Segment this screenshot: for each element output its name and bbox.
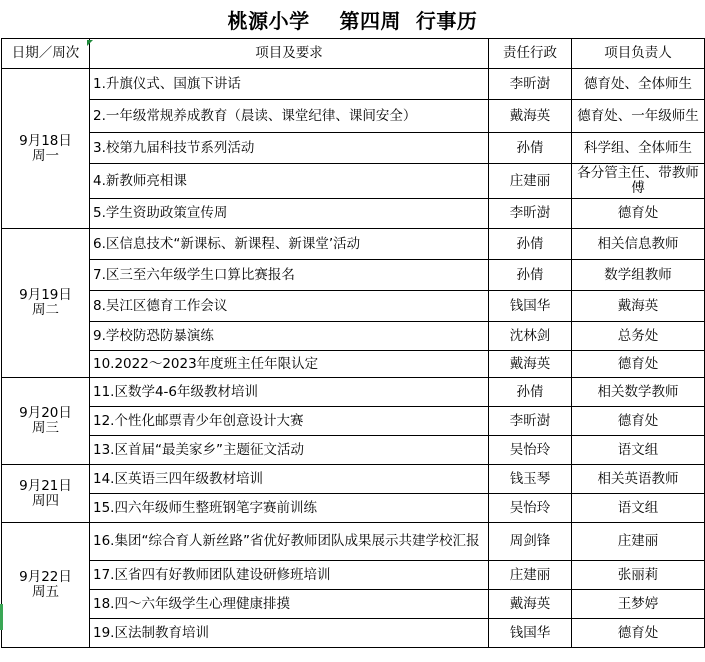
table-row <box>2 494 705 523</box>
weekday-label: 周二 <box>32 302 59 318</box>
table-row <box>2 69 705 100</box>
owner-cell: 各分管主任、带教师傅 <box>572 164 705 199</box>
admin-cell: 戴海英 <box>489 100 572 133</box>
owner-cell: 数学组教师 <box>572 260 705 291</box>
owner-cell: 德育处 <box>572 351 705 378</box>
weekday-label: 周一 <box>32 147 59 164</box>
admin-cell: 沈林剑 <box>489 322 572 351</box>
date-label: 9月19日 <box>19 287 72 303</box>
date-cell <box>2 69 90 229</box>
owner-cell: 王梦婷 <box>572 590 705 619</box>
table-row <box>2 523 705 561</box>
task-cell: 7.区三至六年级学生口算比赛报名 <box>90 260 489 291</box>
table-row <box>2 291 705 322</box>
table-row <box>2 378 705 407</box>
owner-cell: 总务处 <box>572 322 705 351</box>
owner-cell: 德育处 <box>572 199 705 229</box>
table-row <box>2 260 705 291</box>
task-cell: 5.学生资助政策宣传周 <box>90 199 489 229</box>
admin-cell: 钱国华 <box>489 291 572 322</box>
admin-cell: 吴怡玲 <box>489 494 572 523</box>
admin-cell: 庄建丽 <box>489 164 572 199</box>
task-cell: 8.吴江区德育工作会议 <box>90 291 489 322</box>
header-admin: 责任行政 <box>489 39 572 69</box>
task-cell: 9.学校防恐防暴演练 <box>90 322 489 351</box>
admin-cell: 钱国华 <box>489 619 572 648</box>
table-row <box>2 619 705 648</box>
date-cell <box>2 229 90 378</box>
admin-cell: 钱玉琴 <box>489 465 572 494</box>
task-cell: 18.四～六年级学生心理健康排摸 <box>90 590 489 619</box>
date-label: 9月18日 <box>19 132 72 149</box>
table-row <box>2 465 705 494</box>
schedule-table <box>1 38 705 648</box>
table-row <box>2 590 705 619</box>
weekday-label: 周三 <box>32 420 59 436</box>
date-cell <box>2 465 90 523</box>
admin-cell: 戴海英 <box>489 351 572 378</box>
page-title: 桃源小学 第四周 行事历 <box>227 8 478 33</box>
admin-cell: 庄建丽 <box>489 561 572 590</box>
date-label: 9月21日 <box>19 477 72 494</box>
owner-cell: 语文组 <box>572 494 705 523</box>
table-row <box>2 561 705 590</box>
header-owner: 项目负责人 <box>572 39 705 69</box>
task-cell: 4.新教师亮相课 <box>90 164 489 199</box>
date-label: 9月20日 <box>19 405 72 421</box>
row-marker <box>0 604 3 630</box>
cell-comment-marker <box>87 40 93 46</box>
table-row <box>2 322 705 351</box>
task-cell: 13.区首届“最美家乡”主题征文活动 <box>90 436 489 465</box>
task-cell: 19.区法制教育培训 <box>90 619 489 648</box>
admin-cell: 李昕澍 <box>489 69 572 100</box>
date-cell <box>2 378 90 465</box>
owner-cell: 相关数学教师 <box>572 378 705 407</box>
admin-cell: 孙倩 <box>489 260 572 291</box>
owner-cell: 戴海英 <box>572 291 705 322</box>
date-label: 9月22日 <box>19 569 72 585</box>
task-cell: 14.区英语三四年级教材培训 <box>90 465 489 494</box>
task-cell: 1.升旗仪式、国旗下讲话 <box>90 69 489 100</box>
task-cell: 16.集团“综合育人新丝路”省优好教师团队成果展示共建学校汇报 <box>90 523 489 561</box>
task-cell: 11.区数学4-6年级教材培训 <box>90 378 489 407</box>
admin-cell: 李昕澍 <box>489 199 572 229</box>
task-cell: 10.2022～2023年度班主任年限认定 <box>90 351 489 378</box>
task-cell: 17.区省四有好教师团队建设研修班培训 <box>90 561 489 590</box>
owner-cell: 德育处 <box>572 619 705 648</box>
admin-cell: 孙倩 <box>489 378 572 407</box>
admin-cell: 李昕澍 <box>489 407 572 436</box>
task-cell: 3.校第九届科技节系列活动 <box>90 133 489 164</box>
owner-cell: 相关英语教师 <box>572 465 705 494</box>
owner-cell: 德育处 <box>572 407 705 436</box>
table-row <box>2 351 705 378</box>
table-row <box>2 100 705 133</box>
header-date: 日期／周次 <box>2 39 90 69</box>
owner-cell: 科学组、全体师生 <box>572 133 705 164</box>
header-row <box>2 39 705 69</box>
weekday-label: 周四 <box>32 492 59 509</box>
task-cell: 2.一年级常规养成教育（晨读、课堂纪律、课间安全） <box>90 100 489 133</box>
weekday-label: 周五 <box>32 584 59 600</box>
table-row <box>2 229 705 260</box>
owner-cell: 相关信息教师 <box>572 229 705 260</box>
task-cell: 6.区信息技术“新课标、新课程、新课堂’活动 <box>90 229 489 260</box>
owner-cell: 语文组 <box>572 436 705 465</box>
admin-cell: 周剑锋 <box>489 523 572 561</box>
owner-cell: 庄建丽 <box>572 523 705 561</box>
admin-cell: 孙倩 <box>489 133 572 164</box>
task-cell: 15.四六年级师生整班钢笔字赛前训练 <box>90 494 489 523</box>
date-cell <box>2 523 90 648</box>
task-cell: 12.个性化邮票青少年创意设计大赛 <box>90 407 489 436</box>
table-row <box>2 436 705 465</box>
table-row <box>2 164 705 199</box>
admin-cell: 孙倩 <box>489 229 572 260</box>
table-row <box>2 199 705 229</box>
owner-cell: 德育处、一年级师生 <box>572 100 705 133</box>
owner-cell: 德育处、全体师生 <box>572 69 705 100</box>
admin-cell: 吴怡玲 <box>489 436 572 465</box>
admin-cell: 戴海英 <box>489 590 572 619</box>
header-task: 项目及要求 <box>90 39 489 69</box>
table-row <box>2 133 705 164</box>
owner-cell: 张丽莉 <box>572 561 705 590</box>
table-row <box>2 407 705 436</box>
